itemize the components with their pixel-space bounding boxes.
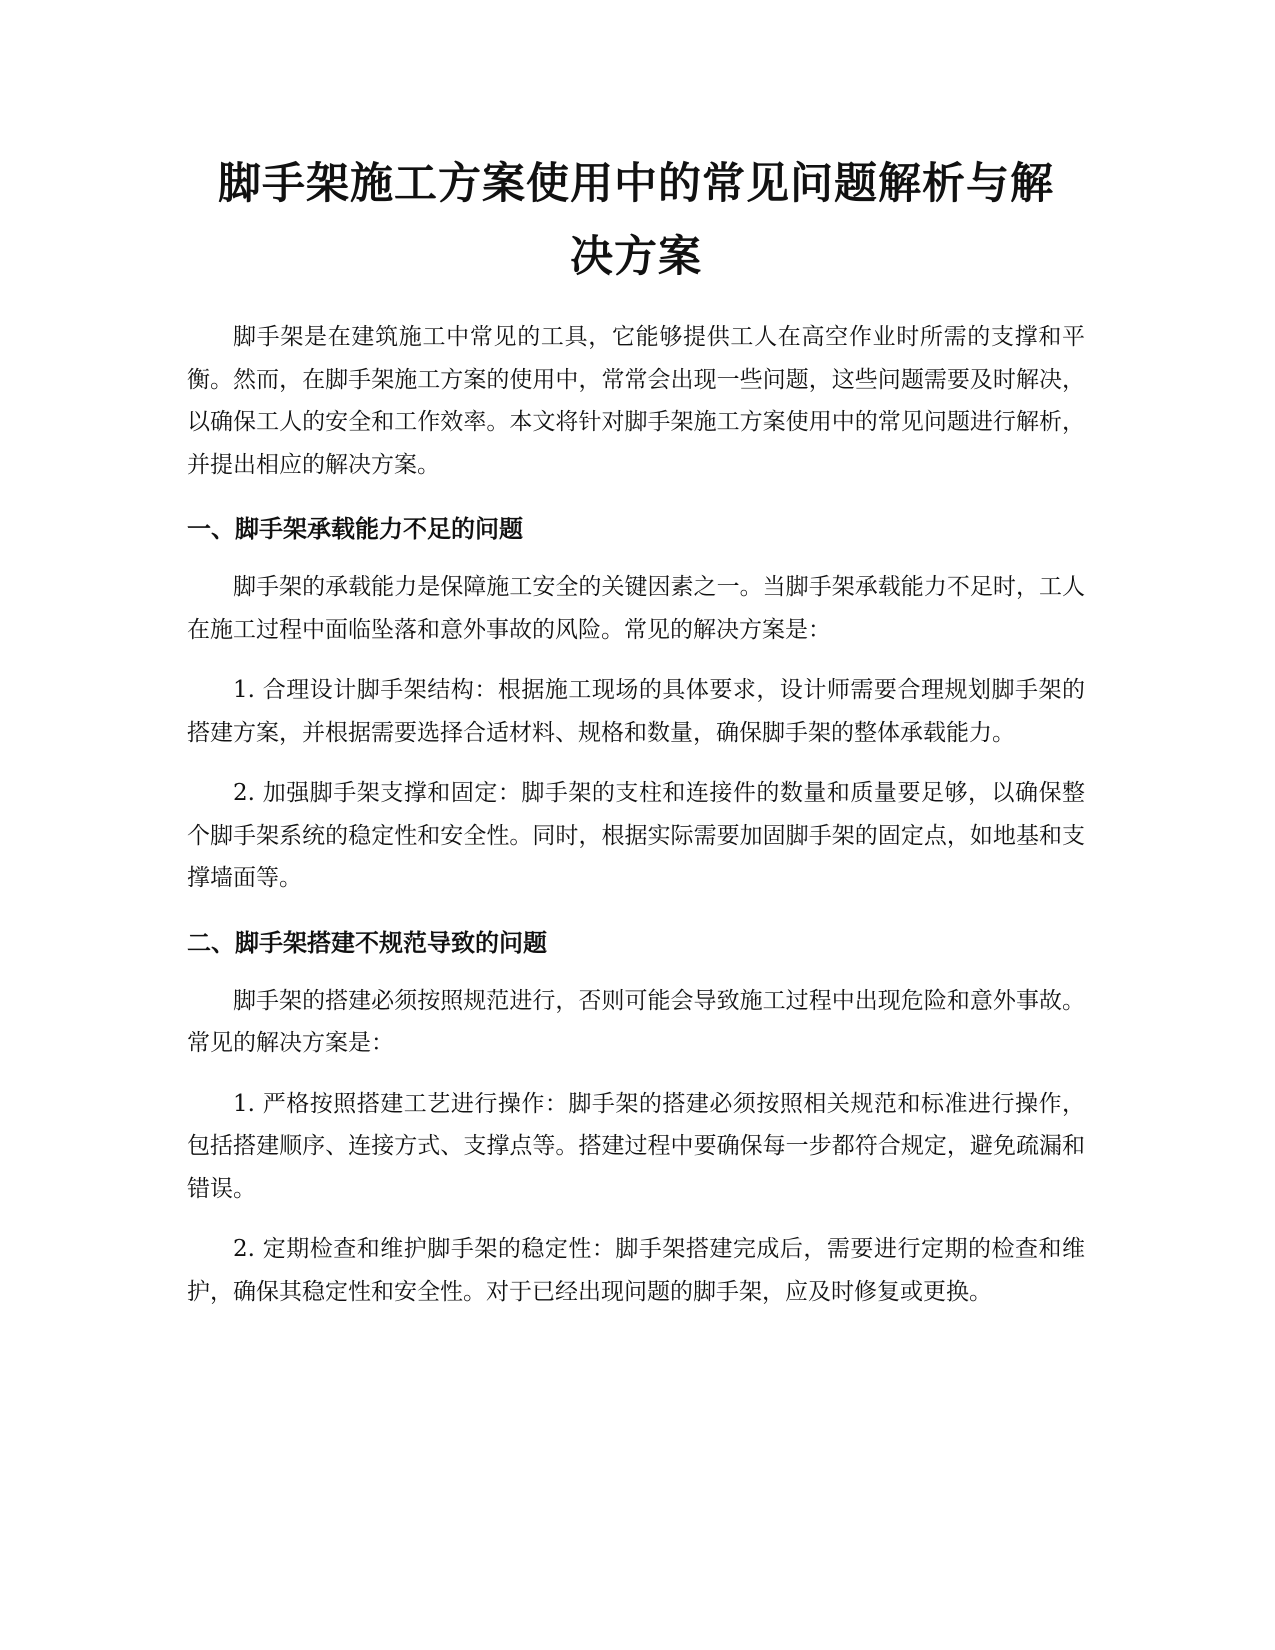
document-title xyxy=(187,148,1085,294)
section-2-item-1: 1. 严格按照搭建工艺进行操作：脚手架的搭建必须按照相关规范和标准进行操作，包括搭建顺序、连接方式、支撑点等。搭建过程中要确保每一步都符合规定，避免疏漏和错误。 xyxy=(187,1090,1085,1202)
section-2-heading: 二、脚手架搭建不规范导致的问题 xyxy=(187,928,547,957)
section-1-item-1: 1. 合理设计脚手架结构：根据施工现场的具体要求，设计师需要合理规划脚手架的搭建方案，并根据需要选择合适材料、规格和数量，确保脚手架的整体承载能力。 xyxy=(187,677,1085,746)
section-1-item-2: 2. 加强脚手架支撑和固定：脚手架的支柱和连接件的数量和质量要足够，以确保整个脚手架系统的稳定性和安全性。同时，根据实际需要加固脚手架的固定点，如地基和支撑墙面等。 xyxy=(187,780,1085,891)
title-line-1: 脚手架施工方案使用中的常见问题解析与解 xyxy=(218,159,1054,209)
section-2-intro: 脚手架的搭建必须按照规范进行，否则可能会导致施工过程中出现危险和意外事故。常见的解决方案是： xyxy=(187,987,1085,1056)
section-1-heading: 一、脚手架承载能力不足的问题 xyxy=(187,515,523,543)
title-line-2: 决方案 xyxy=(570,232,702,282)
section-1-intro: 脚手架的承载能力是保障施工安全的关键因素之一。当脚手架承载能力不足时，工人在施工过程中面临坠落和意外事故的风险。常见的解决方案是： xyxy=(187,574,1085,643)
intro-paragraph: 脚手架是在建筑施工中常见的工具，它能够提供工人在高空作业时所需的支撑和平衡。然而，在脚手架施工方案的使用中，常常会出现一些问题，这些问题需要及时解决，以确保工人的安全和工作效率。本文将针对脚手架施工方案使用中的常见问题进行解析，并提出相应的解决方案。 xyxy=(187,324,1085,478)
section-2-item-2: 2. 定期检查和维护脚手架的稳定性：脚手架搭建完成后，需要进行定期的检查和维护，确保其稳定性和安全性。对于已经出现问题的脚手架，应及时修复或更换。 xyxy=(187,1236,1085,1305)
document-page xyxy=(187,148,1085,1313)
